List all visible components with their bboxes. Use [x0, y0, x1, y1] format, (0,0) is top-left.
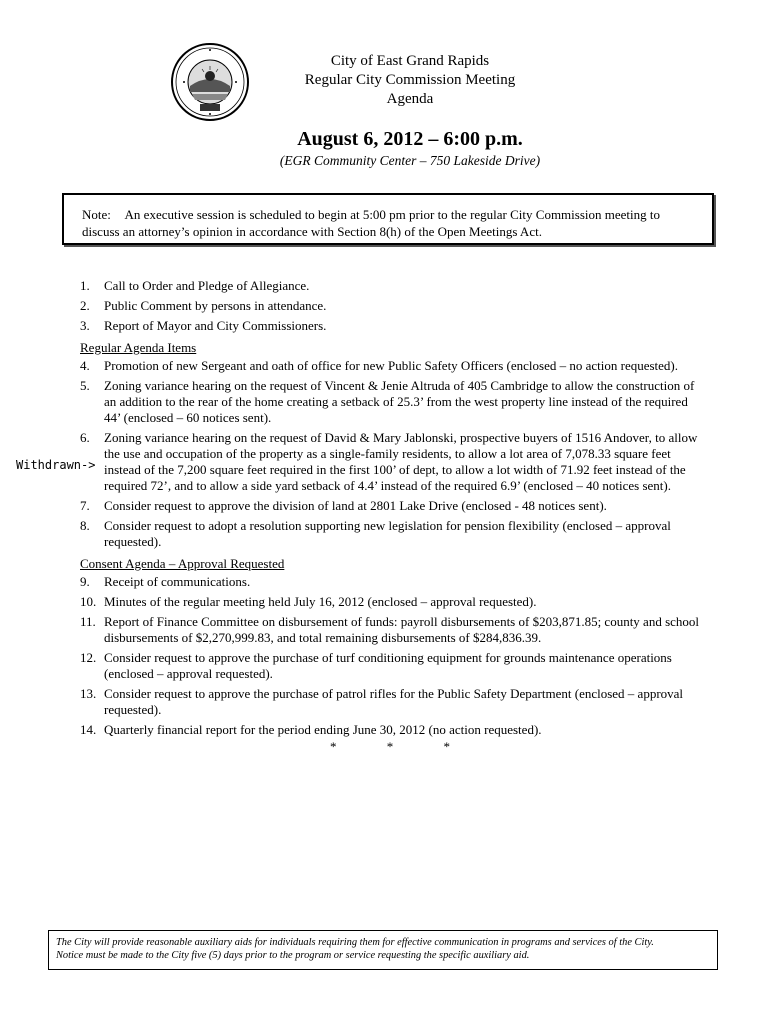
note-label: Note: [82, 207, 111, 222]
agenda-item [60, 430, 700, 494]
meeting-date-time: August 6, 2012 – 6:00 p.m. [297, 128, 523, 150]
end-of-agenda-marks [330, 739, 450, 755]
agenda-item [60, 518, 700, 550]
notice-line: Notice must be made to the City five (5) days prior to the program or service requesting the specific auxiliary aid. [56, 950, 530, 961]
item-text: Consider request to approve the purchase of patrol rifles for the Public Safety Department (enclosed – approval requested). [104, 686, 684, 717]
item-text: Quarterly financial report for the period ending June 30, 2012 (no action requested). [104, 722, 542, 737]
note-text: An executive session is scheduled to begin at 5:00 pm prior to the regular City Commission meeting to discuss an attorney’s opinion in accordance with Section 8(h) of the Open Meetings Act. [82, 207, 660, 239]
agenda-item [60, 722, 700, 738]
agenda-item [60, 686, 700, 718]
item-text: Zoning variance hearing on the request of Vincent & Jenie Altruda of 405 Cambridge to allow the construction of an addition to the rear of the home creating a setback of 25.3’ from the west property line instead of the required 44’ (enclosed – 60 notices sent). [104, 378, 695, 425]
document-header [250, 52, 570, 109]
agenda-item [60, 378, 700, 426]
item-number: 3. [80, 318, 90, 333]
item-number: 12. [80, 650, 97, 665]
item-text: Consider request to approve the purchase of turf conditioning equipment for grounds maintenance operations (enclosed – approval requested). [104, 650, 672, 681]
item-number: 11. [80, 614, 96, 629]
agenda-item [60, 358, 700, 374]
accessibility-notice [48, 930, 718, 970]
meeting-type: Regular City Commission Meeting [304, 72, 516, 88]
document-type: Agenda [386, 91, 434, 107]
agenda-item [60, 574, 700, 590]
item-number: 4. [80, 358, 90, 373]
item-number: 6. [80, 430, 90, 445]
agenda-item [60, 298, 700, 314]
item-number: 2. [80, 298, 90, 313]
item-number: 13. [80, 686, 97, 701]
city-seal-logo [170, 42, 250, 122]
withdrawn-marker: Withdrawn-> [16, 458, 96, 472]
executive-session-note [62, 193, 714, 245]
agenda-item [60, 614, 700, 646]
item-text: Promotion of new Sergeant and oath of office for new Public Safety Officers (enclosed – no action requested). [104, 358, 678, 373]
notice-line: The City will provide reasonable auxiliary aids for individuals requiring them for effective communication in programs and services of the City. [56, 937, 654, 948]
city-name: City of East Grand Rapids [330, 53, 490, 69]
agenda-item [60, 594, 700, 610]
agenda-item [60, 278, 700, 294]
item-text: Zoning variance hearing on the request of David & Mary Jablonski, prospective buyers of 1516 Andover, to allow the use and occupation of the property as a single-family residents, to allow a lot area of 7,078.33 square feet instead of the 7,200 square feet required in the first 100’ of dept, to allow a lot width of 71.92 feet instead of the required 72’, and to allow a side yard setback of 4.4’ instead of the required 6.9’ (enclosed – 40 notices sent). [104, 430, 698, 493]
item-text: Report of Mayor and City Commissioners. [104, 318, 327, 333]
agenda-item [60, 318, 700, 334]
item-text: Call to Order and Pledge of Allegiance. [104, 278, 310, 293]
item-number: 5. [80, 378, 90, 393]
agenda-item [60, 650, 700, 682]
agenda-list [60, 278, 700, 742]
item-number: 14. [80, 722, 97, 737]
agenda-item [60, 498, 700, 514]
meeting-location: (EGR Community Center – 750 Lakeside Drive) [279, 153, 541, 168]
item-number: 10. [80, 594, 97, 609]
item-text: Minutes of the regular meeting held July 16, 2012 (enclosed – approval requested). [104, 594, 537, 609]
end-mark: * [386, 739, 394, 754]
item-number: 9. [80, 574, 90, 589]
item-text: Consider request to adopt a resolution supporting new legislation for pension flexibility (enclosed – approval requested). [104, 518, 671, 549]
item-text: Public Comment by persons in attendance. [104, 298, 327, 313]
item-number: 1. [80, 278, 90, 293]
regular-agenda-heading: Regular Agenda Items [80, 340, 197, 355]
item-number: 7. [80, 498, 90, 513]
end-mark: * [443, 739, 450, 754]
item-text: Consider request to approve the division of land at 2801 Lake Drive (enclosed - 48 notices sent). [104, 498, 607, 513]
item-number: 8. [80, 518, 90, 533]
consent-agenda-heading: Consent Agenda – Approval Requested [80, 556, 285, 571]
item-text: Receipt of communications. [104, 574, 251, 589]
item-text: Report of Finance Committee on disbursement of funds: payroll disbursements of $203,871.85; county and school disbursements of $2,270,999.83, and total remaining disbursements of $284,836.39. [104, 614, 700, 645]
end-mark: * [330, 739, 337, 754]
